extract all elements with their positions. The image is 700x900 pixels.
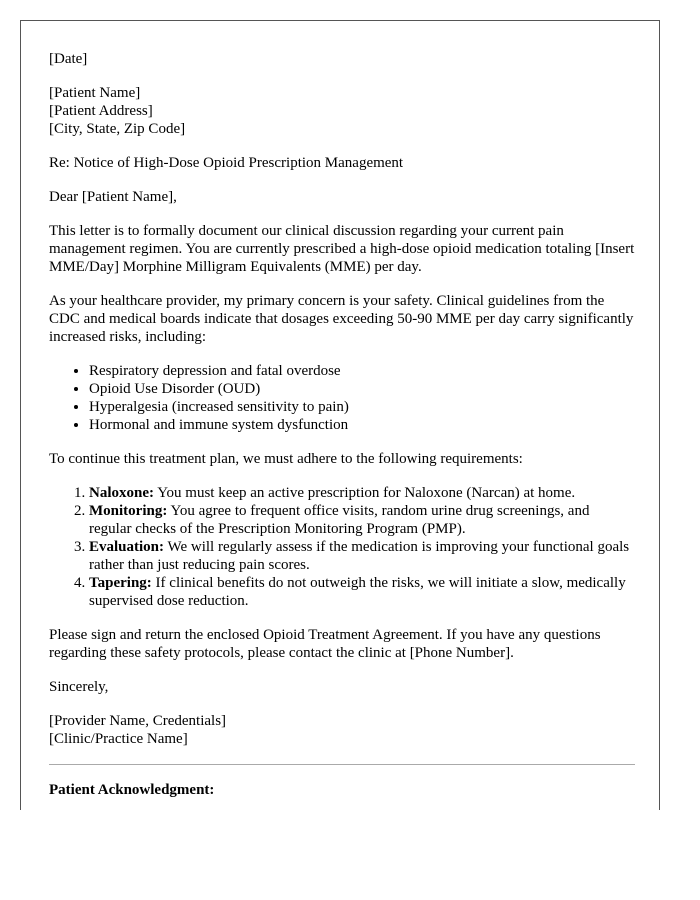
valediction: Sincerely,: [49, 679, 109, 695]
recipient-block: [49, 84, 635, 138]
requirement-label: Naloxone:: [89, 485, 154, 501]
requirement-text: If clinical benefits do not outweigh the risks, we will initiate a slow, medically supervised dose reduction.: [89, 575, 626, 609]
requirement-text: You must keep an active prescription for Naloxone (Narcan) at home.: [154, 485, 576, 501]
requirements-intro: To continue this treatment plan, we must adhere to the following requirements:: [49, 451, 523, 467]
salutation: Dear [Patient Name],: [49, 189, 177, 205]
provider-name: [Provider Name, Credentials]: [49, 713, 227, 729]
list-item: • Respiratory depression and fatal overdose: [89, 362, 635, 380]
subject-line: Re: Notice of High-Dose Opioid Prescription Management: [49, 155, 404, 171]
recipient-address: [Patient Address]: [49, 103, 153, 119]
recipient-city-state-zip: [City, State, Zip Code]: [49, 121, 186, 137]
risk-list: [49, 362, 635, 434]
list-item: • Opioid Use Disorder (OUD): [89, 380, 635, 398]
requirement-label: Evaluation:: [89, 539, 165, 555]
list-item: • Hormonal and immune system dysfunction: [89, 416, 635, 434]
list-item: [89, 484, 635, 502]
requirement-text: You agree to frequent office visits, random urine drug screenings, and regular checks of the Prescription Monitoring Program (PMP).: [89, 503, 590, 537]
clinic-name: [Clinic/Practice Name]: [49, 731, 188, 747]
requirement-text: We will regularly assess if the medication is improving your functional goals rather than just reducing pain scores.: [89, 539, 630, 573]
requirement-label: Tapering:: [89, 575, 152, 591]
requirement-label: Monitoring:: [89, 503, 168, 519]
closing-request: Please sign and return the enclosed Opioid Treatment Agreement. If you have any questions regarding these safety protocols, please contact the clinic at [Phone Number].: [49, 627, 601, 661]
list-item: • Hyperalgesia (increased sensitivity to pain): [89, 398, 635, 416]
intro-paragraph: This letter is to formally document our clinical discussion regarding your current pain management regimen. You are currently prescribed a high-dose opioid medication totaling [Insert MME/Day] Morphine Milligram Equivalents (MME) per day.: [49, 223, 635, 275]
signature-block: [49, 712, 635, 748]
list-item: [89, 538, 635, 574]
recipient-name: [Patient Name]: [49, 85, 141, 101]
requirements-list: [49, 484, 635, 610]
letter-date: [Date]: [49, 51, 88, 67]
list-item: [89, 502, 635, 538]
concern-paragraph: As your healthcare provider, my primary concern is your safety. Clinical guidelines from the CDC and medical boards indicate that dosages exceeding 50-90 MME per day carry significantly increased risks, including:: [49, 293, 634, 345]
list-item: [89, 574, 635, 610]
section-divider: [49, 764, 635, 765]
letter-page: [20, 20, 660, 810]
letter-body: [49, 50, 635, 799]
acknowledgment-heading: Patient Acknowledgment:: [49, 782, 215, 798]
